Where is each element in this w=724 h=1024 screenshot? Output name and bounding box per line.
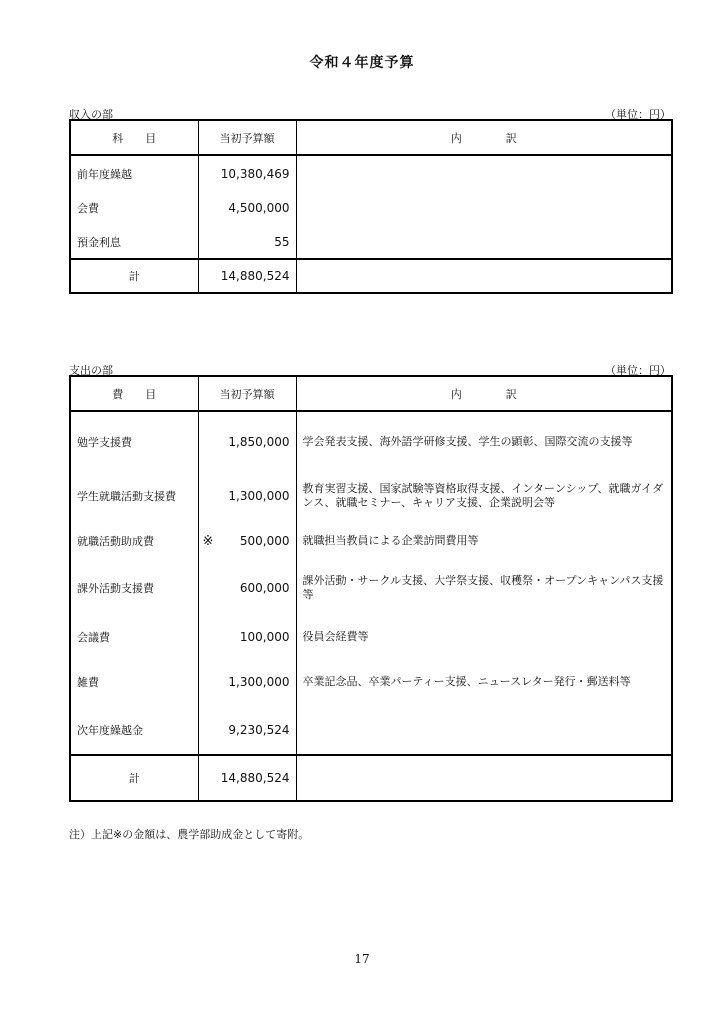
- table-row: [70, 659, 672, 705]
- expense-amount: 9,230,524: [228, 722, 290, 737]
- table-row: [70, 471, 672, 521]
- table-row: [70, 521, 672, 561]
- income-unit: （単位：円）: [605, 108, 671, 121]
- income-header-detail: 内 訳: [296, 120, 672, 155]
- income-detail: [296, 191, 672, 225]
- expense-detail: 卒業記念品、卒業パーティー支援、ニュースレター発行・郵送料等: [296, 659, 672, 705]
- expense-amount-cell: [198, 411, 296, 471]
- income-header-amount: 当初予算額: [198, 120, 296, 155]
- income-detail: [296, 225, 672, 259]
- expense-amount: 1,850,000: [228, 434, 290, 449]
- expense-amount: 500,000: [239, 533, 290, 548]
- expense-detail: 役員会経費等: [296, 615, 672, 659]
- income-total-amount: 14,880,524: [198, 259, 296, 293]
- expense-total-amount: 14,880,524: [198, 755, 296, 801]
- expense-item: 勉学支援費: [70, 411, 198, 471]
- income-header-row: [70, 120, 672, 155]
- expense-item: 就職活動助成費: [70, 521, 198, 561]
- expense-amount-cell: [198, 705, 296, 755]
- expense-detail: [296, 705, 672, 755]
- table-row: [70, 705, 672, 755]
- expense-amount-cell: [198, 615, 296, 659]
- expense-table: [69, 375, 673, 802]
- expense-amount-cell: [198, 561, 296, 615]
- expense-total-label: 計: [70, 755, 198, 801]
- income-header-item: 科 目: [70, 120, 198, 155]
- income-total-row: [70, 259, 672, 293]
- table-row: [70, 615, 672, 659]
- expense-header-row: [70, 376, 672, 411]
- income-amount: 10,380,469: [198, 155, 296, 191]
- table-row: [70, 155, 672, 191]
- income-amount: 4,500,000: [198, 191, 296, 225]
- expense-amount-cell: [198, 659, 296, 705]
- income-detail: [296, 155, 672, 191]
- footnote: 注）上記※の金額は、農学部助成金として寄附。: [69, 828, 310, 841]
- income-table: [69, 119, 673, 294]
- expense-detail: 学会発表支援、海外語学研修支援、学生の顕彰、国際交流の支援等: [296, 411, 672, 471]
- income-item: 預金利息: [70, 225, 198, 259]
- expense-item: 雑費: [70, 659, 198, 705]
- income-item: 会費: [70, 191, 198, 225]
- expense-total-detail: [296, 755, 672, 801]
- expense-item: 次年度繰越金: [70, 705, 198, 755]
- income-caption: 収入の部: [69, 108, 113, 121]
- expense-amount: 600,000: [239, 581, 290, 595]
- expense-unit: （単位：円）: [605, 364, 671, 377]
- expense-amount-cell: [198, 521, 296, 561]
- page-number: 17: [354, 952, 370, 966]
- expense-mark: ※: [202, 533, 214, 549]
- expense-total-row: [70, 755, 672, 801]
- expense-amount-cell: [198, 471, 296, 521]
- expense-amount: 1,300,000: [228, 675, 290, 689]
- expense-item: 課外活動支援費: [70, 561, 198, 615]
- expense-header-detail: 内 訳: [296, 376, 672, 411]
- table-row: [70, 191, 672, 225]
- expense-amount: 100,000: [239, 630, 290, 644]
- expense-header-amount: 当初予算額: [198, 376, 296, 411]
- expense-item: 会議費: [70, 615, 198, 659]
- table-row: [70, 411, 672, 471]
- table-row: [70, 561, 672, 615]
- expense-header-item: 費 目: [70, 376, 198, 411]
- expense-detail: 課外活動・サークル支援、大学祭支援、収穫祭・オープンキャンパス支援等: [296, 561, 672, 615]
- expense-detail: 教育実習支援、国家試験等資格取得支援、インターンシップ、就職ガイダンス、就職セミナー、キャリア支援、企業説明会等: [296, 471, 672, 521]
- expense-detail: 就職担当教員による企業訪問費用等: [296, 521, 672, 561]
- table-row: [70, 225, 672, 259]
- expense-item: 学生就職活動支援費: [70, 471, 198, 521]
- income-amount: 55: [198, 225, 296, 259]
- expense-amount: 1,300,000: [228, 489, 290, 503]
- expense-caption: 支出の部: [69, 364, 113, 377]
- income-item: 前年度繰越: [70, 155, 198, 191]
- income-total-label: 計: [70, 259, 198, 293]
- page-title: 令和４年度予算: [309, 55, 415, 71]
- income-total-detail: [296, 259, 672, 293]
